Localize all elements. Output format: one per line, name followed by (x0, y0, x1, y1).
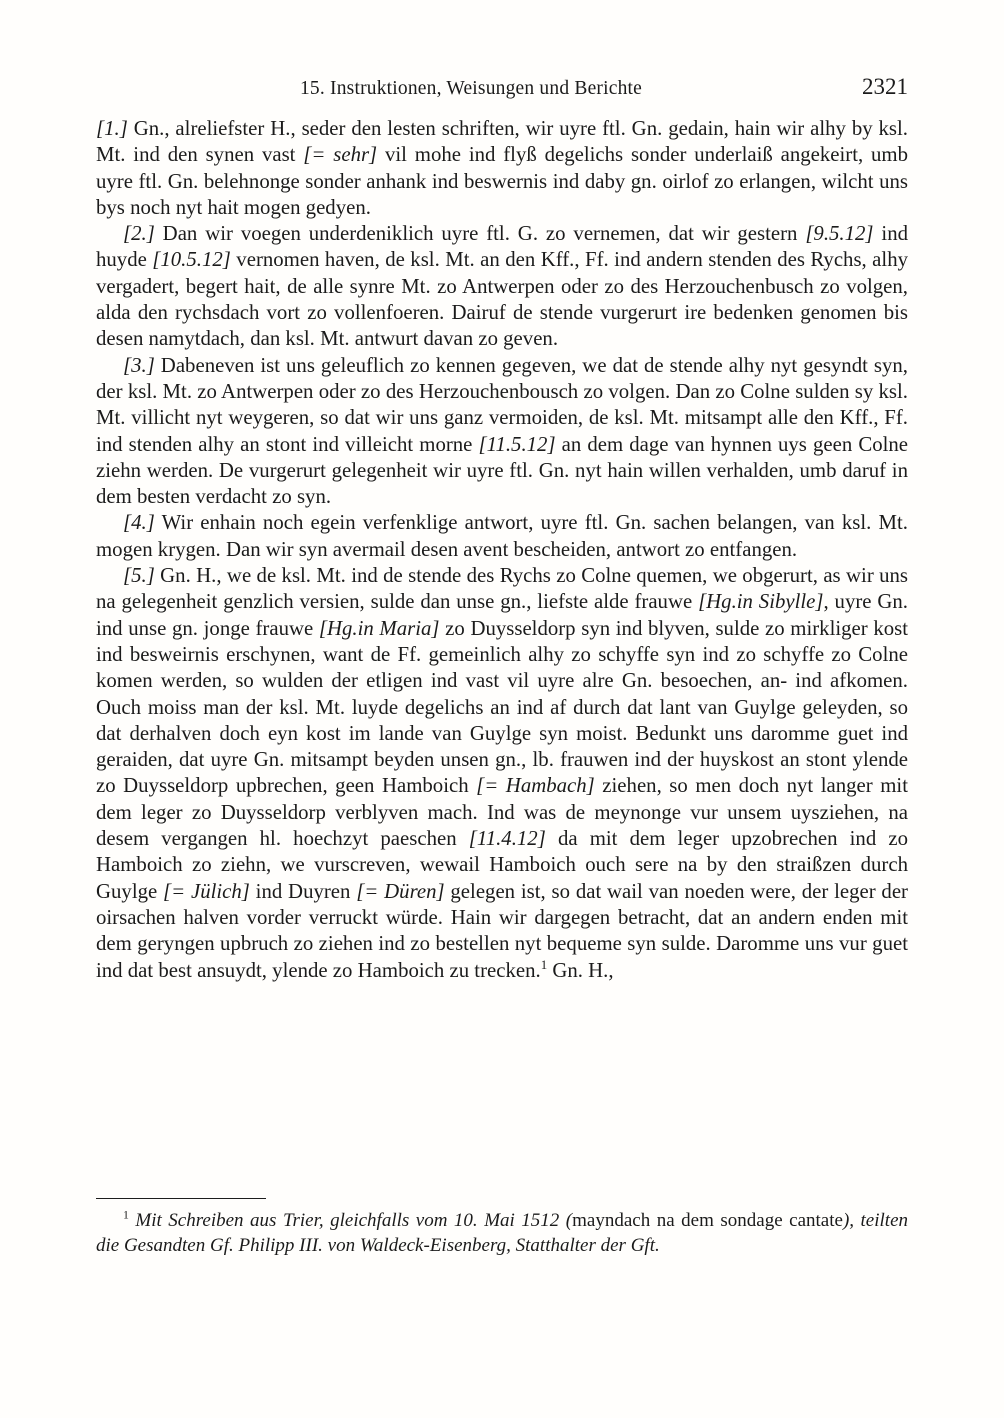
source-text: zo Duysseldorp syn ind blyven, sulde zo mirkliger kost ind besweirnis erschynen, want de Ff. gemeinlich alhy zo schyffe syn ind zo schyffe zo Colne komen werden, so wulden der etligen ind vast vil uyre alre Gn. besoechen, an- ind afkomen. Ouch moiss man der ksl. Mt. luyde degelichs an ind af durch dat lant van Guylge geleyden, so dat derhalven doch eyn kost im lande van Guylge syn moist. Bedunkt uns daromme guet ind geraiden, dat uyre Gn. mitsampt beyden unsen gn., lb. frauwen ind der huyskost an stont ylende zo Duysseldorp upbrechen, geen Hamboich (96, 616, 908, 798)
footnote-ref: 1 (540, 957, 548, 972)
running-title: 15. Instruktionen, Weisungen und Berichte (299, 78, 643, 99)
source-text: Wir enhain noch egein verfenklige antwort, uyre ftl. Gn. sachen belangen, van ksl. Mt. mogen krygen. Dan wir syn avermail desen avent bescheiden, antwort zo entfangen. (96, 511, 908, 561)
paragraph (96, 116, 908, 221)
footnote-divider (96, 1198, 266, 1199)
source-text: Gn. H., we de ksl. Mt. ind de stende des Rychs zo Colne quemen, we obgerurt, as wir uns na gelegenheit genzlich versien, sulde dan unse gn., liefste alde frauwe (96, 564, 908, 614)
editorial-text: [5.] (123, 564, 155, 588)
source-text: Gn., alreliefster H., seder den lesten schriften, wir uyre ftl. Gn. gedain, hain wir alhy by ksl. Mt. ind den synen vast (96, 117, 908, 167)
editorial-text: [1.] (96, 117, 128, 140)
source-text: gelegen ist, so dat wail van noeden were, der leger der oirsachen halven vorder verruckt würde. Hain wir dargegen betracht, dat an andern enden mit dem geryngen upbruch zo ziehen ind zo bestellen nyt bequeme syn sulde. Daromme uns vur guet ind dat best ansuydt, ylende zo Hamboich zu trecken. (96, 879, 908, 982)
source-text: an dem dage van hynnen uys geen Colne ziehn werden. De vurgerurt gelegenheit wir uyre ftl. Gn. nyt hain willen verhalden, umb daruf in dem besten verdacht zo syn. (96, 432, 908, 509)
source-text: Dan wir voegen underdeniklich uyre ftl. G. zo vernemen, dat wir gestern (154, 222, 806, 246)
source-text: ind Duyren (249, 879, 357, 903)
editorial-text: [9.5.12] (805, 222, 874, 246)
editorial-text: [= Düren] (356, 879, 445, 903)
paragraph (96, 353, 908, 511)
source-text: mayndach na dem sondage cantate (572, 1210, 843, 1231)
editorial-text: [= Hambach] (476, 774, 595, 798)
source-text: ind huyde (96, 222, 908, 272)
editorial-text: [10.5.12] (152, 248, 231, 272)
editorial-text: [Hg.in Maria] (318, 616, 440, 640)
editorial-text: [= Jülich] (163, 879, 250, 903)
source-text: vernomen haven, de ksl. Mt. an den Kff., Ff. ind andern stenden des Rychs, alhy vergadert, begert hait, de alle synre Mt. zo Antwerpen oder zo des Herzouchenbusch zo volgen, alda den rychsdach vort zo vollenfoeren. Dairuf de stende vurgerurt ire bedenken genomen bis desen namytdach, dan ksl. Mt. antwurt davan zo geven. (96, 248, 908, 351)
source-text: , uyre Gn. ind unse gn. jonge frauwe (96, 590, 908, 640)
footnote-marker: 1 (123, 1208, 129, 1222)
source-text: da mit dem leger upzobrechen ind zo Hamboich zo ziehn, we vurscreven, wewail Hamboich ouch sere na by den straißzen durch Guylge (96, 827, 908, 903)
editorial-text: [Hg.in Sibylle] (698, 590, 824, 614)
source-text: vil mohe ind flyß degelichs sonder underlaiß angekeirt, umb uyre ftl. Gn. belehnonge sonder anhank ind beswernis ind daby gn. oirlof zo erlangen, wilcht uns bys noch nyt hait mogen gedyen. (96, 143, 908, 219)
paragraph (96, 221, 908, 352)
editorial-text: [11.5.12] (478, 432, 556, 456)
source-text: Gn. H., (547, 958, 614, 982)
source-text: Dabeneven ist uns geleuflich zo kennen gegeven, we dat de stende alhy nyt gesyndt syn, der ksl. Mt. zo Antwerpen oder zo des Herzouchenbousch zo volgen. Dan zo Colne sulden sy ksl. Mt. villicht nyt weygeren, so dat wir uns ganz vermoiden, de ksl. Mt. mitsampt alle den Kff., Ff. ind stenden alhy an stont ind villeicht morne (96, 353, 908, 456)
source-text: ziehen, so men doch nyt langer mit dem leger zo Duysseldorp verblyven mach. Ind was de meynonge vur unsem uysziehen, na desem vergangen hl. hoechzyt paeschen (96, 774, 908, 851)
page-number: 2321 (862, 74, 908, 99)
editorial-text: [4.] (123, 511, 155, 535)
editorial-text: ), teilten die Gesandten Gf. Philipp III. von Waldeck-Eisenberg, Statthalter der Gft. (96, 1210, 909, 1257)
editorial-text: [11.4.12] (468, 827, 546, 851)
footnote (96, 1208, 908, 1258)
editorial-text: [2.] (123, 222, 155, 246)
main-text-block (96, 116, 908, 1196)
footnote-section (96, 1198, 908, 1258)
page-header (96, 74, 908, 106)
editorial-text: [= sehr] (303, 143, 378, 167)
editorial-text: [3.] (123, 353, 155, 377)
paragraph (96, 563, 908, 984)
editorial-text: Mit Schreiben aus Trier, gleichfalls vom 10. Mai 1512 ( (128, 1210, 573, 1231)
paragraph (96, 510, 908, 563)
